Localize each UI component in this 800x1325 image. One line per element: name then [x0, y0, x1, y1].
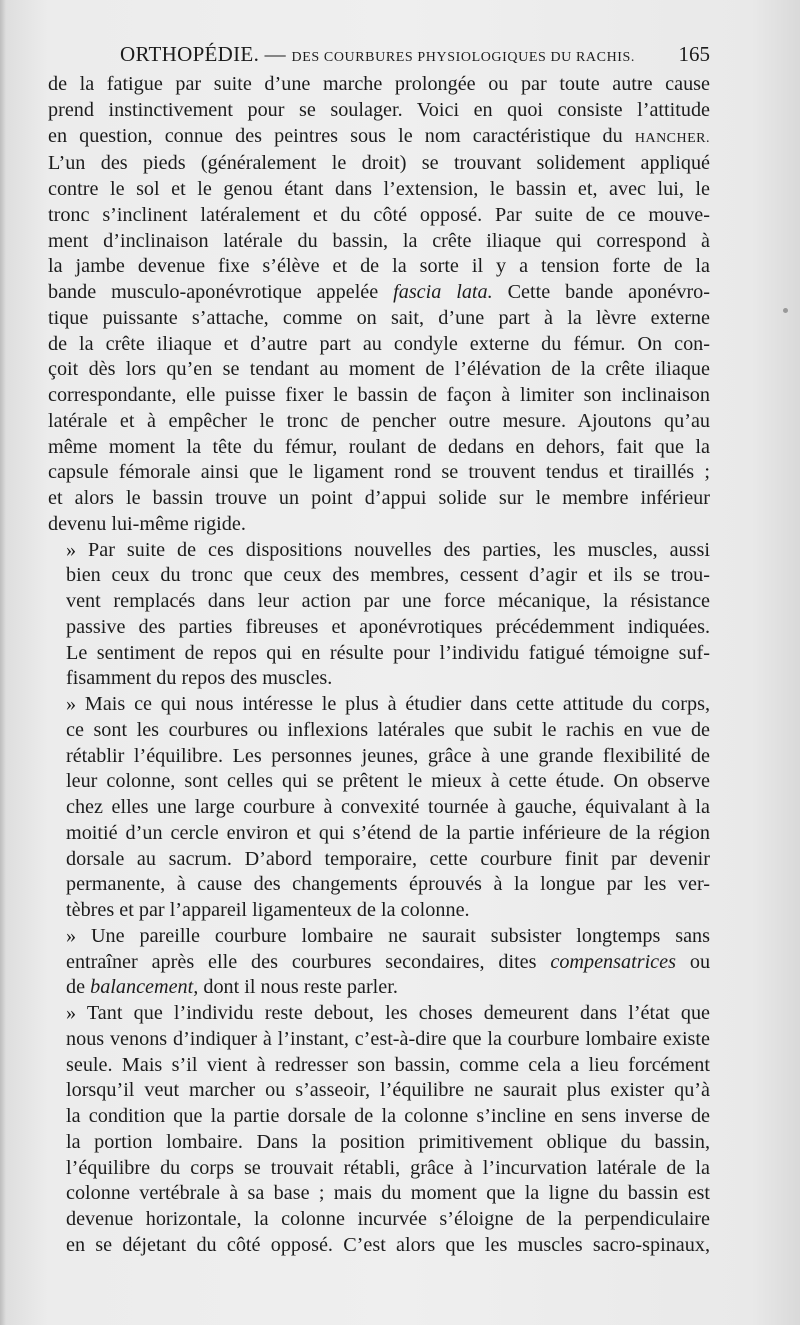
text-line: passive des parties fibreuses et aponévrotiques précédemment indiquées.: [66, 615, 710, 638]
paragraph-3: [48, 692, 710, 924]
text-line: bien ceux du tronc que ceux des membres, cessent d’agir et ils se trou-: [66, 564, 710, 587]
text-fragment: bande musculo-aponévrotique appelée: [48, 281, 379, 303]
text-line: seule. Mais s’il vient à redresser son bassin, comme cela a lieu forcément: [66, 1053, 710, 1076]
text-line: la portion lombaire. Dans la position primitivement oblique du bassin,: [66, 1130, 710, 1153]
text-line: colonne vertébrale à sa base ; mais du moment que la ligne du bassin est: [66, 1182, 710, 1205]
text-line: » Une pareille courbure lombaire ne saurait subsister longtemps sans: [66, 924, 710, 947]
text-line: chez elles une large courbure à convexité tournée à gauche, équivalant à la: [66, 796, 710, 818]
text-line: en se déjetant du côté opposé. C’est alors que les muscles sacro-spinaux,: [66, 1233, 710, 1256]
paragraph-2: [48, 538, 710, 693]
body-text: [48, 72, 710, 1259]
text-line: capsule fémorale ainsi que le ligament rond se trouvent tendus et tiraillés ;: [48, 461, 710, 484]
text-line: lorsqu’il veut marcher ou s’asseoir, l’équilibre ne saurait plus exister qu’à: [66, 1079, 710, 1102]
text-line: fisamment du repos des muscles.: [66, 667, 333, 690]
text-line: et alors le bassin trouve un point d’appui solide sur le membre inférieur: [48, 487, 710, 509]
text-line: même moment la tête du fémur, roulant de dedans en dehors, fait que la: [48, 435, 710, 458]
small-caps-word: HANCHER.: [634, 130, 711, 146]
text-line: » Tant que l’individu reste debout, les choses demeurent dans l’état que: [66, 1002, 710, 1024]
text-line: latérale et à empêcher le tronc de pencher outre mesure. Ajoutons qu’au: [48, 409, 710, 432]
text-line: devenu lui-même rigide.: [48, 512, 246, 535]
text-line: [48, 975, 710, 1001]
text-line: dorsale au sacrum. D’abord temporaire, cette courbure finit par devenir: [66, 847, 710, 870]
text-line: l’équilibre du corps se trouvait rétabli, grâce à l’incurvation latérale de la: [66, 1156, 710, 1179]
italic-term: fascia lata.: [393, 281, 493, 303]
running-title: [120, 40, 635, 72]
text-line: tique puissante s’attache, comme on sait, d’une part à la lèvre externe: [48, 306, 710, 329]
text-line: [48, 280, 710, 306]
text-line: moitié d’un cercle environ et qui s’étend de la partie inférieure de la région: [66, 821, 710, 844]
text-fragment: Cette bande aponévro-: [507, 281, 710, 303]
text-line: [48, 950, 710, 976]
text-line: rétablir l’équilibre. Les personnes jeunes, grâce à une grande flexibilité de: [66, 744, 710, 767]
italic-term: balancement,: [90, 976, 199, 999]
running-header: [48, 40, 710, 68]
text-line: vent remplacés dans leur action par une force mécanique, la résistance: [66, 590, 710, 612]
text-line: ment d’inclinaison latérale du bassin, la crête iliaque qui correspond à: [48, 229, 710, 252]
page-number: 165: [678, 42, 710, 66]
text-line: » Par suite de ces dispositions nouvelles des parties, les muscles, aussi: [66, 538, 710, 561]
paragraph-4: [48, 924, 710, 1001]
running-title-main: ORTHOPÉDIE. —: [120, 42, 286, 66]
running-title-subtitle: DES COURBURES PHYSIOLOGIQUES DU RACHIS.: [291, 50, 636, 65]
paragraph-1: [48, 72, 710, 538]
text-line: Le sentiment de repos qui en résulte pour l’individu fatigué témoigne suf-: [66, 641, 710, 664]
text-line: de la fatigue par suite d’une marche prolongée ou par toute autre cause: [48, 73, 710, 95]
text-fragment: en question, connue des peintres sous le nom caractéristique du: [48, 124, 623, 147]
paragraph-5: [48, 1001, 710, 1259]
page-binding-shadow: [0, 0, 6, 1325]
italic-term: compensatrices: [550, 950, 676, 973]
text-line: L’un des pieds (généralement le droit) se trouvant solidement appliqué: [48, 152, 710, 175]
text-line: ce sont les courbures ou inflexions latérales que subit le rachis en vue de: [66, 718, 710, 741]
text-line: permanente, à cause des changements éprouvés à la longue par les ver-: [66, 873, 710, 896]
text-line: leur colonne, sont celles qui se prêtent le mieux à cette étude. On observe: [66, 770, 710, 793]
text-line: de la crête iliaque et d’autre part au condyle externe du fémur. On con-: [48, 332, 710, 355]
text-line: correspondante, elle puisse fixer le bassin de façon à limiter son inclinaison: [48, 384, 710, 406]
text-fragment: ou: [689, 950, 711, 973]
text-line: nous venons d’indiquer à l’instant, c’est-à-dire que la courbure lombaire existe: [66, 1027, 710, 1050]
text-line: devenue horizontale, la colonne incurvée s’éloigne de la perpendiculaire: [66, 1208, 710, 1230]
text-line: contre le sol et le genou étant dans l’extension, le bassin et, avec lui, le: [48, 178, 710, 200]
text-line: tèbres et par l’appareil ligamenteux de la colonne.: [66, 899, 470, 921]
text-line: la condition que la partie dorsale de la colonne s’incline en sens inverse de: [66, 1105, 710, 1127]
page-speck: [783, 308, 788, 313]
text-line: prend instinctivement pour se soulager. Voici en quoi consiste l’attitude: [48, 98, 710, 121]
text-fragment: entraîner après elle des courbures secondaires, dites: [66, 950, 537, 973]
text-line: » Mais ce qui nous intéresse le plus à étudier dans cette attitude du corps,: [66, 693, 710, 715]
text-fragment: dont il nous reste parler.: [203, 976, 398, 999]
text-line: çoit dès lors qu’en se tendant au moment de l’élévation de la crête iliaque: [48, 358, 710, 381]
text-line: la jambe devenue fixe s’élève et de la sorte il y a tension forte de la: [48, 255, 710, 278]
text-line: tronc s’inclinent latéralement et du côté opposé. Par suite de ce mouve-: [48, 203, 710, 226]
text-fragment: de: [66, 976, 86, 999]
text-line: [48, 124, 710, 152]
